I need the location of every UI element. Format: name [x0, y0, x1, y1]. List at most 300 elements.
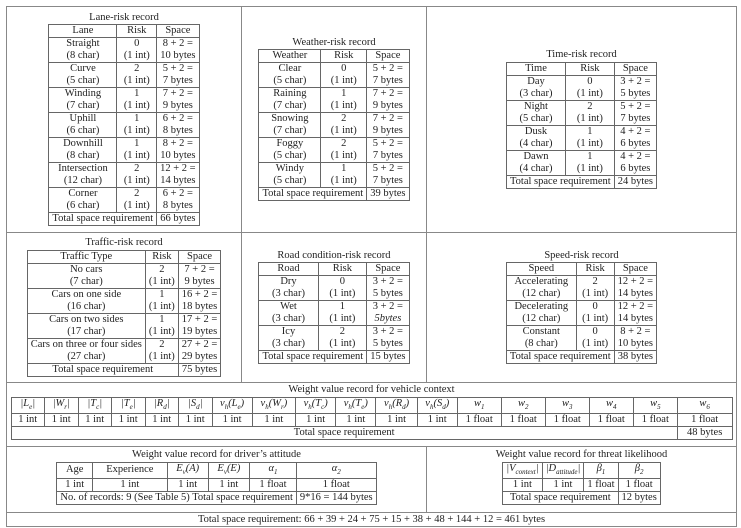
column-header: Space [614, 62, 656, 75]
item-name: Icy [259, 326, 318, 339]
table-row-sub [27, 301, 221, 314]
table-row-sub [27, 351, 221, 364]
total-label: Total space requirement [259, 351, 367, 364]
space-bytes: 5 bytes [367, 288, 409, 301]
item-name: Cars on three or four sides [27, 338, 145, 351]
item-name: No cars [27, 263, 145, 276]
space-calc: 4 + 2 = [614, 150, 656, 163]
item-chars: (12 char) [506, 288, 576, 301]
header-row [49, 25, 199, 38]
total-label: No. of records: 9 (See Table 5) Total space requirement [57, 491, 297, 504]
space-bytes: 8 bytes [157, 200, 199, 213]
space-bytes: 9 bytes [178, 276, 220, 289]
risk-type: (1 int) [117, 150, 157, 163]
header-row [259, 50, 409, 63]
item-name: Cars on two sides [27, 313, 145, 326]
total-value: 24 bytes [614, 175, 656, 188]
column-header: $E_v(E)$ [208, 462, 249, 478]
column-header: Risk [145, 250, 178, 263]
column-header: Traffic Type [27, 250, 145, 263]
type-cell: 1 int [296, 413, 336, 426]
space-bytes: 9 bytes [367, 125, 409, 138]
space-bytes: 8 bytes [157, 125, 199, 138]
total-row [503, 491, 661, 504]
risk-value: 1 [566, 150, 615, 163]
item-name: Dusk [506, 125, 565, 138]
type-cell: 1 int [179, 413, 213, 426]
vehicle-weight-section [6, 382, 737, 447]
table-row-sub [49, 175, 199, 188]
type-cell: 1 float [677, 413, 732, 426]
risk-type: (1 int) [145, 326, 178, 339]
table-row [506, 301, 656, 314]
table-row [27, 288, 221, 301]
type-cell: 1 float [589, 413, 633, 426]
traffic-risk-section [6, 232, 242, 383]
column-header: Weather [259, 50, 321, 63]
space-bytes: 5 bytes [614, 88, 656, 101]
table-row-sub [49, 150, 199, 163]
total-label: Total space requirement [506, 175, 614, 188]
space-calc: 12 + 2 = [614, 276, 656, 289]
lane-risk-section [6, 6, 242, 233]
table-row [259, 63, 409, 76]
column-header: $\alpha_1$ [249, 462, 296, 478]
item-name: Winding [49, 88, 117, 101]
total-value: 66 bytes [157, 213, 199, 226]
type-cell: 1 float [584, 478, 618, 491]
table-row-sub [506, 113, 656, 126]
risk-value: 0 [321, 63, 367, 76]
risk-value: 2 [145, 338, 178, 351]
column-header: Space [367, 50, 409, 63]
risk-value: 2 [117, 188, 157, 201]
space-calc: 8 + 2 = [157, 138, 199, 151]
space-calc: 6 + 2 = [157, 113, 199, 126]
space-bytes: 10 bytes [614, 338, 656, 351]
total-row [49, 213, 199, 226]
type-cell: 1 int [78, 413, 112, 426]
total-row [506, 175, 656, 188]
risk-value: 0 [576, 301, 614, 314]
column-header: Risk [321, 50, 367, 63]
column-header: Risk [117, 25, 157, 38]
item-chars: (6 char) [49, 200, 117, 213]
space-calc: 8 + 2 = [157, 38, 199, 51]
column-header: $|W_r|$ [45, 397, 79, 413]
table-row [49, 138, 199, 151]
lane-risk-table [48, 24, 199, 226]
table-row [506, 150, 656, 163]
type-cell: 1 float [457, 413, 501, 426]
risk-value: 0 [117, 38, 157, 51]
risk-type: (1 int) [318, 338, 367, 351]
risk-value: 2 [576, 276, 614, 289]
item-name: Constant [506, 326, 576, 339]
column-header: $w_2$ [501, 397, 545, 413]
risk-type: (1 int) [321, 100, 367, 113]
risk-type: (1 int) [566, 163, 615, 176]
table-row-sub [506, 338, 656, 351]
space-bytes: 6 bytes [614, 163, 656, 176]
item-chars: (3 char) [259, 313, 318, 326]
item-name: Cars on one side [27, 288, 145, 301]
header-row [11, 397, 732, 413]
risk-type: (1 int) [576, 313, 614, 326]
space-bytes: 5 bytes [367, 338, 409, 351]
type-cell: 1 float [249, 478, 296, 491]
column-header: $w_3$ [545, 397, 589, 413]
header-row [57, 462, 376, 478]
risk-type: (1 int) [576, 288, 614, 301]
risk-type: (1 int) [321, 75, 367, 88]
risk-type: (1 int) [566, 138, 615, 151]
space-bytes: 7 bytes [367, 75, 409, 88]
table-row [506, 75, 656, 88]
risk-value: 1 [318, 301, 367, 314]
column-header: Road [259, 263, 318, 276]
risk-type: (1 int) [117, 175, 157, 188]
column-header: Space [614, 263, 656, 276]
risk-type: (1 int) [145, 301, 178, 314]
item-name: Snowing [259, 113, 321, 126]
risk-value: 2 [321, 138, 367, 151]
type-cell: 1 int [112, 413, 146, 426]
time-risk-section [426, 6, 737, 233]
item-chars: (16 char) [27, 301, 145, 314]
risk-value: 2 [117, 63, 157, 76]
item-name: Dry [259, 276, 318, 289]
speed-risk-section [426, 232, 737, 383]
road-risk-section [241, 232, 427, 383]
total-value: 15 bytes [367, 351, 409, 364]
risk-value: 0 [566, 75, 615, 88]
item-chars: (3 char) [506, 88, 565, 101]
column-header: $v_h(S_d)$ [417, 397, 457, 413]
type-cell: 1 int [252, 413, 295, 426]
item-chars: (5 char) [506, 113, 565, 126]
space-calc: 3 + 2 = [367, 326, 409, 339]
table-row-sub [49, 100, 199, 113]
risk-type: (1 int) [117, 75, 157, 88]
space-bytes: 19 bytes [178, 326, 220, 339]
risk-value: 2 [318, 326, 367, 339]
total-row [259, 188, 409, 201]
table-row [259, 276, 409, 289]
table-row [27, 313, 221, 326]
space-calc: 8 + 2 = [614, 326, 656, 339]
type-cell: 1 float [545, 413, 589, 426]
space-calc: 5 + 2 = [367, 163, 409, 176]
header-row [506, 263, 656, 276]
space-calc: 5 + 2 = [367, 63, 409, 76]
traffic-risk-title: Traffic-risk record [85, 237, 163, 249]
type-cell: 1 int [417, 413, 457, 426]
risk-value: 0 [576, 326, 614, 339]
item-chars: (3 char) [259, 338, 318, 351]
column-header: $|D_{attitude}|$ [542, 462, 584, 478]
column-header: Space [157, 25, 199, 38]
risk-value: 2 [145, 263, 178, 276]
space-calc: 3 + 2 = [367, 276, 409, 289]
column-header: $w_1$ [457, 397, 501, 413]
risk-type: (1 int) [318, 288, 367, 301]
item-name: Decelerating [506, 301, 576, 314]
column-header: $v_h(T_c)$ [296, 397, 336, 413]
type-row [503, 478, 661, 491]
total-value: 9*16 = 144 bytes [296, 491, 376, 504]
table-row [259, 138, 409, 151]
column-header: $|R_d|$ [145, 397, 179, 413]
risk-value: 1 [321, 88, 367, 101]
risk-type: (1 int) [145, 351, 178, 364]
space-calc: 7 + 2 = [178, 263, 220, 276]
space-bytes: 7 bytes [367, 150, 409, 163]
table-row [27, 338, 221, 351]
table-row-sub [49, 125, 199, 138]
driver-weight-table [56, 462, 376, 505]
column-header: Risk [576, 263, 614, 276]
column-header: $v_h(L_e)$ [212, 397, 252, 413]
risk-value: 1 [117, 88, 157, 101]
risk-type: (1 int) [566, 113, 615, 126]
space-bytes: 9 bytes [157, 100, 199, 113]
table-row-sub [259, 100, 409, 113]
total-label: Total space requirement [11, 426, 677, 439]
space-calc: 3 + 2 = [614, 75, 656, 88]
lane-risk-title: Lane-risk record [89, 11, 159, 23]
risk-value: 1 [321, 163, 367, 176]
risk-value: 0 [318, 276, 367, 289]
risk-type: (1 int) [117, 50, 157, 63]
table-row-sub [506, 288, 656, 301]
total-value: 48 bytes [677, 426, 732, 439]
column-header: $v_h(R_d)$ [376, 397, 417, 413]
driver-weight-section [6, 446, 427, 513]
space-bytes: 7 bytes [157, 75, 199, 88]
column-header: Speed [506, 263, 576, 276]
item-chars: (7 char) [259, 125, 321, 138]
grand-total: Total space requirement: 66 + 39 + 24 + 75 + 15 + 38 + 48 + 144 + 12 = 461 bytes [6, 512, 737, 527]
table-row [259, 163, 409, 176]
speed-risk-title: Speed-risk record [544, 249, 619, 261]
space-bytes: 29 bytes [178, 351, 220, 364]
table-row-sub [506, 88, 656, 101]
column-header: Time [506, 62, 565, 75]
column-header: Lane [49, 25, 117, 38]
space-calc: 7 + 2 = [367, 88, 409, 101]
column-header: $|T_c|$ [78, 397, 112, 413]
table-row [506, 125, 656, 138]
table-row-sub [259, 125, 409, 138]
item-name: Straight [49, 38, 117, 51]
table-row-sub [259, 313, 409, 326]
column-header: Age [57, 462, 93, 478]
table-row [506, 276, 656, 289]
road-risk-title: Road condition-risk record [277, 249, 391, 261]
type-cell: 1 int [167, 478, 208, 491]
column-header: $\beta_2$ [618, 462, 660, 478]
weather-risk-table [258, 49, 409, 201]
type-cell: 1 int [376, 413, 417, 426]
type-cell: 1 int [542, 478, 584, 491]
space-bytes: 18 bytes [178, 301, 220, 314]
type-cell: 1 int [45, 413, 79, 426]
road-risk-table [258, 262, 409, 364]
column-header: Space [178, 250, 220, 263]
type-cell: 1 float [618, 478, 660, 491]
risk-type: (1 int) [117, 200, 157, 213]
table-row-sub [49, 200, 199, 213]
table-row-sub [27, 326, 221, 339]
total-row [11, 426, 732, 439]
total-value: 38 bytes [614, 351, 656, 364]
type-cell: 1 float [501, 413, 545, 426]
table-row-sub [259, 75, 409, 88]
type-cell: 1 int [503, 478, 542, 491]
item-name: Windy [259, 163, 321, 176]
table-row [506, 326, 656, 339]
time-risk-title: Time-risk record [546, 49, 617, 61]
total-value: 75 bytes [178, 363, 220, 376]
table-row-sub [506, 313, 656, 326]
table-row [49, 88, 199, 101]
table-row-sub [49, 75, 199, 88]
space-bytes: 7 bytes [614, 113, 656, 126]
risk-type: (1 int) [145, 276, 178, 289]
table-row-sub [259, 338, 409, 351]
column-header: $v_h(W_r)$ [252, 397, 295, 413]
table-row [49, 113, 199, 126]
space-bytes: 5bytes [367, 313, 409, 326]
total-value: 39 bytes [367, 188, 409, 201]
column-header: $w_5$ [633, 397, 677, 413]
space-calc: 3 + 2 = [367, 301, 409, 314]
space-bytes: 10 bytes [157, 150, 199, 163]
risk-value: 1 [117, 113, 157, 126]
table-row-sub [259, 175, 409, 188]
total-value: 12 bytes [618, 491, 660, 504]
table-row [49, 163, 199, 176]
weather-risk-title: Weather-risk record [292, 36, 376, 48]
item-chars: (8 char) [506, 338, 576, 351]
space-bytes: 10 bytes [157, 50, 199, 63]
risk-type: (1 int) [321, 125, 367, 138]
table-row [506, 100, 656, 113]
column-header: $|L_e|$ [11, 397, 45, 413]
type-cell: 1 float [633, 413, 677, 426]
risk-value: 1 [566, 125, 615, 138]
table-row [27, 263, 221, 276]
column-header: $|S_d|$ [179, 397, 213, 413]
table-row [259, 113, 409, 126]
column-header: $|V_{context}|$ [503, 462, 542, 478]
item-name: Dawn [506, 150, 565, 163]
header-row [27, 250, 221, 263]
item-chars: (7 char) [27, 276, 145, 289]
type-row [57, 478, 376, 491]
item-chars: (4 char) [506, 163, 565, 176]
total-row [57, 491, 376, 504]
column-header: Experience [93, 462, 168, 478]
threat-weight-title: Weight value record for threat likelihood [495, 449, 668, 460]
total-label: Total space requirement [503, 491, 618, 504]
item-chars: (5 char) [49, 75, 117, 88]
space-calc: 4 + 2 = [614, 125, 656, 138]
type-cell: 1 int [336, 413, 376, 426]
space-calc: 27 + 2 = [178, 338, 220, 351]
item-chars: (5 char) [259, 75, 321, 88]
item-chars: (5 char) [259, 150, 321, 163]
item-name: Intersection [49, 163, 117, 176]
table-row [49, 38, 199, 51]
traffic-risk-table [27, 250, 222, 377]
risk-type: (1 int) [318, 313, 367, 326]
risk-type: (1 int) [321, 150, 367, 163]
item-name: Corner [49, 188, 117, 201]
item-chars: (5 char) [259, 175, 321, 188]
item-name: Uphill [49, 113, 117, 126]
weather-risk-section [241, 6, 427, 233]
total-label: Total space requirement [49, 213, 157, 226]
risk-value: 2 [321, 113, 367, 126]
type-cell: 1 int [57, 478, 93, 491]
vehicle-weight-table [11, 397, 733, 440]
space-calc: 7 + 2 = [157, 88, 199, 101]
column-header: $\beta_1$ [584, 462, 618, 478]
item-name: Downhill [49, 138, 117, 151]
item-name: Clear [259, 63, 321, 76]
table-row [259, 326, 409, 339]
type-cell: 1 float [296, 478, 376, 491]
type-cell: 1 int [145, 413, 179, 426]
item-name: Curve [49, 63, 117, 76]
header-row [503, 462, 661, 478]
column-header: Risk [566, 62, 615, 75]
total-label: Total space requirement [27, 363, 178, 376]
risk-value: 1 [145, 313, 178, 326]
space-bytes: 14 bytes [614, 288, 656, 301]
table-row [49, 188, 199, 201]
risk-type: (1 int) [117, 100, 157, 113]
speed-risk-table [506, 262, 657, 364]
risk-type: (1 int) [321, 175, 367, 188]
item-name: Wet [259, 301, 318, 314]
column-header: $w_4$ [589, 397, 633, 413]
table-row-sub [259, 150, 409, 163]
total-label: Total space requirement [506, 351, 614, 364]
item-chars: (8 char) [49, 50, 117, 63]
item-name: Day [506, 75, 565, 88]
space-calc: 16 + 2 = [178, 288, 220, 301]
item-name: Night [506, 100, 565, 113]
threat-weight-section [426, 446, 737, 513]
driver-weight-title: Weight value record for driver’s attitude [132, 449, 301, 460]
time-risk-table [506, 62, 657, 189]
item-chars: (12 char) [506, 313, 576, 326]
item-chars: (17 char) [27, 326, 145, 339]
table-row-sub [506, 138, 656, 151]
type-cell: 1 int [11, 413, 45, 426]
table-row [259, 88, 409, 101]
total-row [259, 351, 409, 364]
table-row-sub [259, 288, 409, 301]
column-header: $w_6$ [677, 397, 732, 413]
table-row-sub [49, 50, 199, 63]
table-row [259, 301, 409, 314]
risk-value: 1 [117, 138, 157, 151]
item-chars: (12 char) [49, 175, 117, 188]
